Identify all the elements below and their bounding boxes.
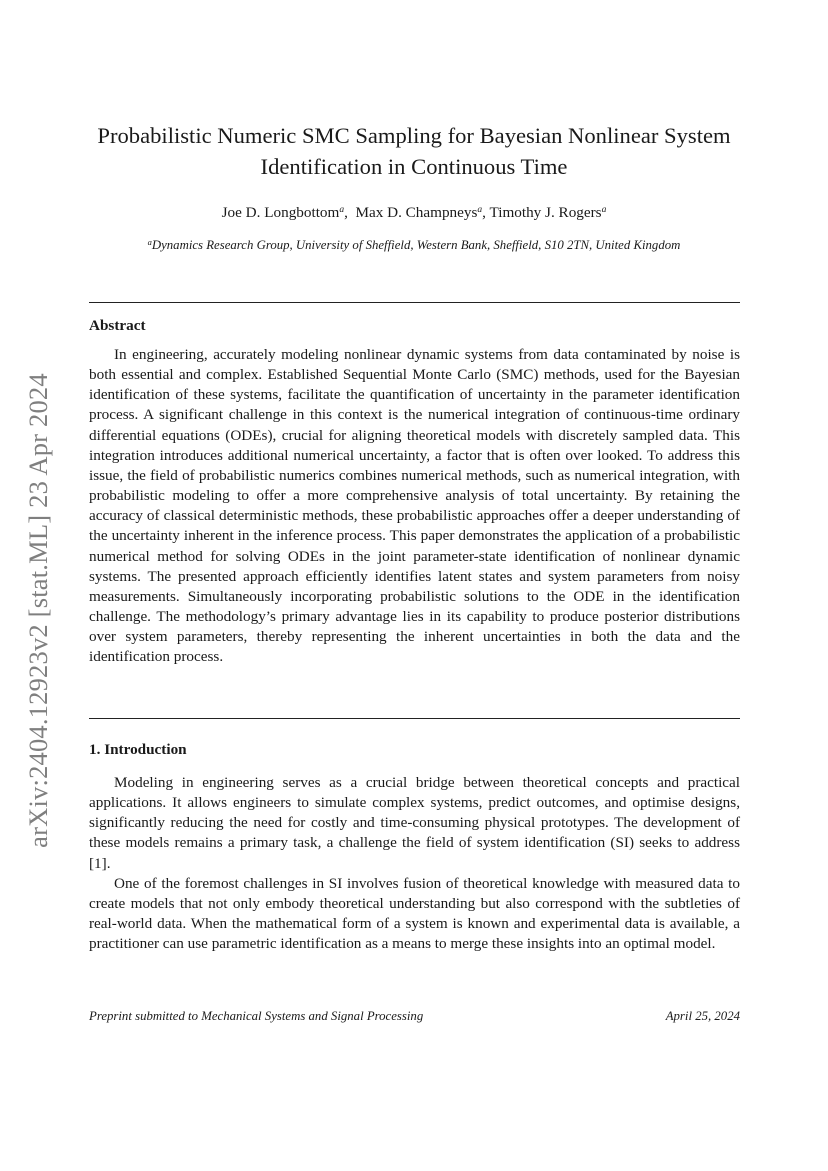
affiliation-mark: a [147, 237, 152, 247]
author-name: Timothy J. Rogers [489, 204, 602, 221]
intro-paragraph-1: Modeling in engineering serves as a crucial bridge between theoretical concepts and practical applications. It allows engineers to simulate complex systems, predict outcomes, and optimise designs, significantly reducing the need for costly and time-consuming physical prototypes. The development of these models remains a primary task, a challenge the field of system identification (SI) seeks to address [1]. [89, 774, 740, 872]
section-heading: 1. Introduction [89, 741, 187, 758]
author-affil-mark: a [477, 205, 483, 215]
author-name: Max D. Champneys [355, 204, 478, 221]
abstract-top-rule [89, 302, 740, 303]
author-name: Joe D. Longbottom [221, 204, 340, 221]
abstract-bottom-rule [89, 718, 740, 719]
abstract-heading: Abstract [89, 317, 146, 334]
author-list: Joe D. Longbottom$^a$, Max D. Champneys$^a$, Timothy J. Rogers$^a$ [221, 204, 607, 221]
title-line-2: Identification in Continuous Time [260, 154, 568, 179]
arxiv-identifier: arXiv:2404.12923v2 [stat.ML] 23 Apr 2024 [22, 372, 53, 848]
title-line-1: Probabilistic Numeric SMC Sampling for Bayesian Nonlinear System [97, 123, 731, 148]
paper-title [60, 120, 768, 182]
arxiv-sidebar [13, 355, 63, 865]
affiliation [60, 237, 768, 253]
author-affil-mark: a [339, 205, 345, 215]
intro-paragraph-2: One of the foremost challenges in SI involves fusion of theoretical knowledge with measured data to create models that not only embody theoretical understanding but also correspond with the subtleties of real-world data. When the mathematical form of a system is known and experimental data is available, a practitioner can use parametric identification as a means to merge these insights into an optimal model. [89, 875, 740, 953]
author-affil-mark: a [601, 205, 607, 215]
affiliation-text: Dynamics Research Group, University of Sheffield, Western Bank, Sheffield, S10 2TN, United Kingdom [151, 238, 681, 252]
footer-date: April 25, 2024 [665, 1009, 740, 1023]
footer-preprint-note: Preprint submitted to Mechanical Systems and Signal Processing [89, 1009, 424, 1023]
abstract-body: In engineering, accurately modeling nonlinear dynamic systems from data contaminated by noise is both essential and complex. Established Sequential Monte Carlo (SMC) methods, used for the Bayesian identification of these systems, facilitate the quantification of uncertainty in the parameter identification process. A significant challenge in this context is the numerical integration of continuous-time ordinary differential equations (ODEs), crucial for aligning theoretical models with discretely sampled data. This integration introduces additional numerical uncertainty, a factor that is often over looked. To address this issue, the field of probabilistic numerics combines numerical methods, such as numerical integration, with probabilistic modeling to offer a more comprehensive analysis of total uncertainty. By retaining the accuracy of classical deterministic methods, these probabilistic approaches offer a deeper understanding of the uncertainty inherent in the inference process. This paper demonstrates the application of a probabilistic numerical method for solving ODEs in the joint parameter-state identification of nonlinear dynamic systems. The presented approach efficiently identifies latent states and system parameters from noisy measurements. Simultaneously incorporating probabilistic solutions to the ODE in the identification challenge. The methodology’s primary advantage lies in its capability to produce posterior distributions over system parameters, thereby representing the inherent uncertainties in both the data and the identification process. [89, 346, 740, 666]
